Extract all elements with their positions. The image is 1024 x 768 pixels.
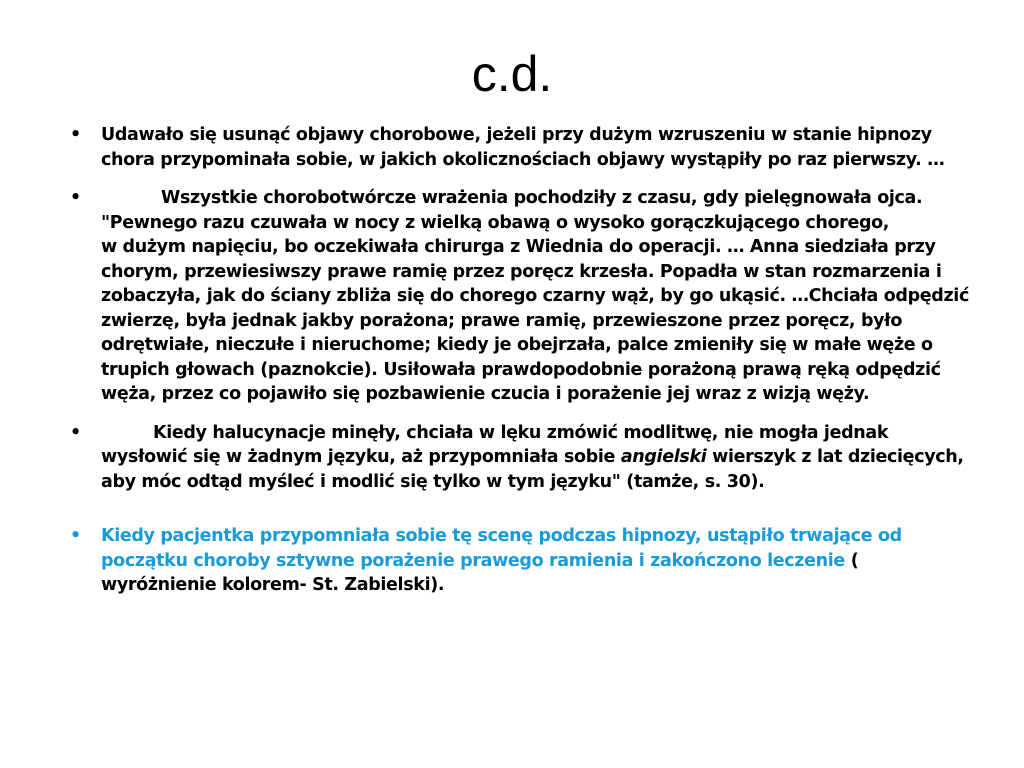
highlight-note: ( wyróżnienie kolorem- St. Zabielski). <box>101 550 859 595</box>
bullet-italic: angielski <box>620 447 707 467</box>
slide-content <box>70 123 970 612</box>
bullet-text <box>101 421 970 495</box>
bullet-item-2 <box>70 186 970 407</box>
bullet-text: Udawało się usunąć objawy chorobowe, jeżeli przy dużym wzruszeniu w stanie hipnozy chora przypominała sobie, w jakich okolicznościach objawy wystąpiły po raz pierwszy. … <box>101 125 945 170</box>
highlighted-text: Kiedy pacjentka przypomniała sobie tę scenę podczas hipnozy, ustąpiło trwające od początku choroby sztywne porażenie prawego ramienia i zakończono leczenie <box>101 526 902 571</box>
bullet-icon: • <box>70 125 81 145</box>
slide-title: c.d. <box>471 46 553 102</box>
bullet-icon: • <box>70 188 81 208</box>
bullet-icon: • <box>70 422 81 443</box>
bullet-item-3 <box>70 421 970 495</box>
bullet-text-after: wierszyk z lat dziecięcych, aby móc odtąd myśleć i modlić się tylko w tym języku" (tamże, s. 30). <box>101 447 964 492</box>
bullet-line: Wszystkie chorobotwórcze wrażenia pochodziły z czasu, gdy pielęgnowała ojca. <box>161 188 923 208</box>
bullet-text <box>101 524 970 598</box>
bullet-item-1 <box>70 123 970 172</box>
bullet-text: w dużym napięciu, bo oczekiwała chirurga z Wiednia do operacji. … Anna siedziała przy chorym, przewiesiwszy prawe ramię przez poręcz krzesła. Popadła w stan rozmarzenia i zobaczyła, jak do ściany zbliża się do chorego czarny wąż, by go ukąsić. …Chciała odpędzić zwierzę, była jednak jakby porażona; prawe ramię, przewieszone przez poręcz, było odrętwiałe, nieczułe i nieruchome; kiedy je obejrzała, palce zmieniły się w małe węże o trupich głowach (paznokcie). Usiłowała prawdopodobnie porażoną prawą ręką odpędzić węża, przez co pojawiło się pozbawienie czucia i porażenie jej wraz z wizją węży. <box>101 237 969 404</box>
bullet-text: "Pewnego razu czuwała w nocy z wielką obawą o wysoko gorączkującego chorego, <box>101 212 890 233</box>
bullet-item-4 <box>70 524 970 598</box>
bullet-text-before: Kiedy halucynacje minęły, chciała w lęku zmówić modlitwę, nie mogła jednak wysłowić się w żadnym języku, aż przypomniała sobie <box>101 422 889 467</box>
bullet-text <box>101 186 970 211</box>
bullet-icon: • <box>70 526 81 546</box>
